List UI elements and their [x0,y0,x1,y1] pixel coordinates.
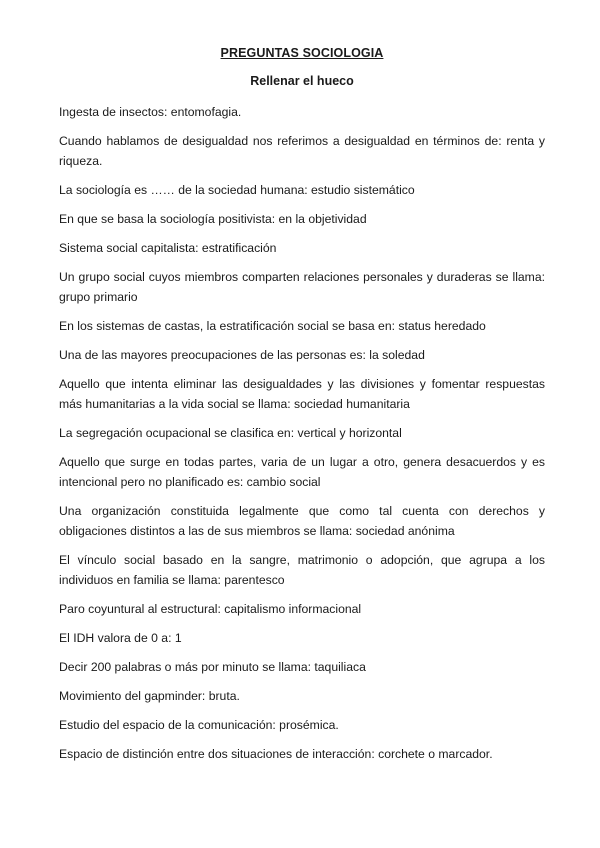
document-subtitle: Rellenar el hueco [250,74,354,88]
question-item: Aquello que surge en todas partes, varia de un lugar a otro, genera desacuerdos y es intencional pero no planificado es: cambio social [59,455,545,489]
question-item: Una organización constituida legalmente que como tal cuenta con derechos y obligaciones distintos a las de sus miembros se llama: sociedad anónima [59,504,545,538]
question-item: Un grupo social cuyos miembros comparten relaciones personales y duraderas se llama: grupo primario [59,270,545,304]
document-page [59,46,545,773]
question-item: La segregación ocupacional se clasifica en: vertical y horizontal [59,426,402,440]
question-item: Ingesta de insectos: entomofagia. [59,105,242,119]
question-item: Espacio de distinción entre dos situaciones de interacción: corchete o marcador. [59,747,493,761]
question-item: Estudio del espacio de la comunicación: prosémica. [59,718,339,732]
question-item: Movimiento del gapminder: bruta. [59,689,240,703]
question-item: El vínculo social basado en la sangre, matrimonio o adopción, que agrupa a los individuos en familia se llama: parentesco [59,553,545,587]
question-item: Cuando hablamos de desigualdad nos referimos a desigualdad en términos de: renta y riqueza. [59,134,545,168]
question-item: En que se basa la sociología positivista: en la objetividad [59,212,367,226]
question-item: El IDH valora de 0 a: 1 [59,631,182,645]
question-item: Decir 200 palabras o más por minuto se llama: taquiliaca [59,660,366,674]
question-item: Sistema social capitalista: estratificación [59,241,277,255]
question-item: La sociología es …… de la sociedad humana: estudio sistemático [59,183,415,197]
question-item: Una de las mayores preocupaciones de las personas es: la soledad [59,348,425,362]
question-item: Aquello que intenta eliminar las desigualdades y las divisiones y fomentar respuestas más humanitarias a la vida social se llama: sociedad humanitaria [59,377,545,411]
document-title: PREGUNTAS SOCIOLOGIA [220,46,384,60]
question-item: Paro coyuntural al estructural: capitalismo informacional [59,602,362,616]
question-list [59,102,545,764]
question-item: En los sistemas de castas, la estratificación social se basa en: status heredado [59,319,486,333]
